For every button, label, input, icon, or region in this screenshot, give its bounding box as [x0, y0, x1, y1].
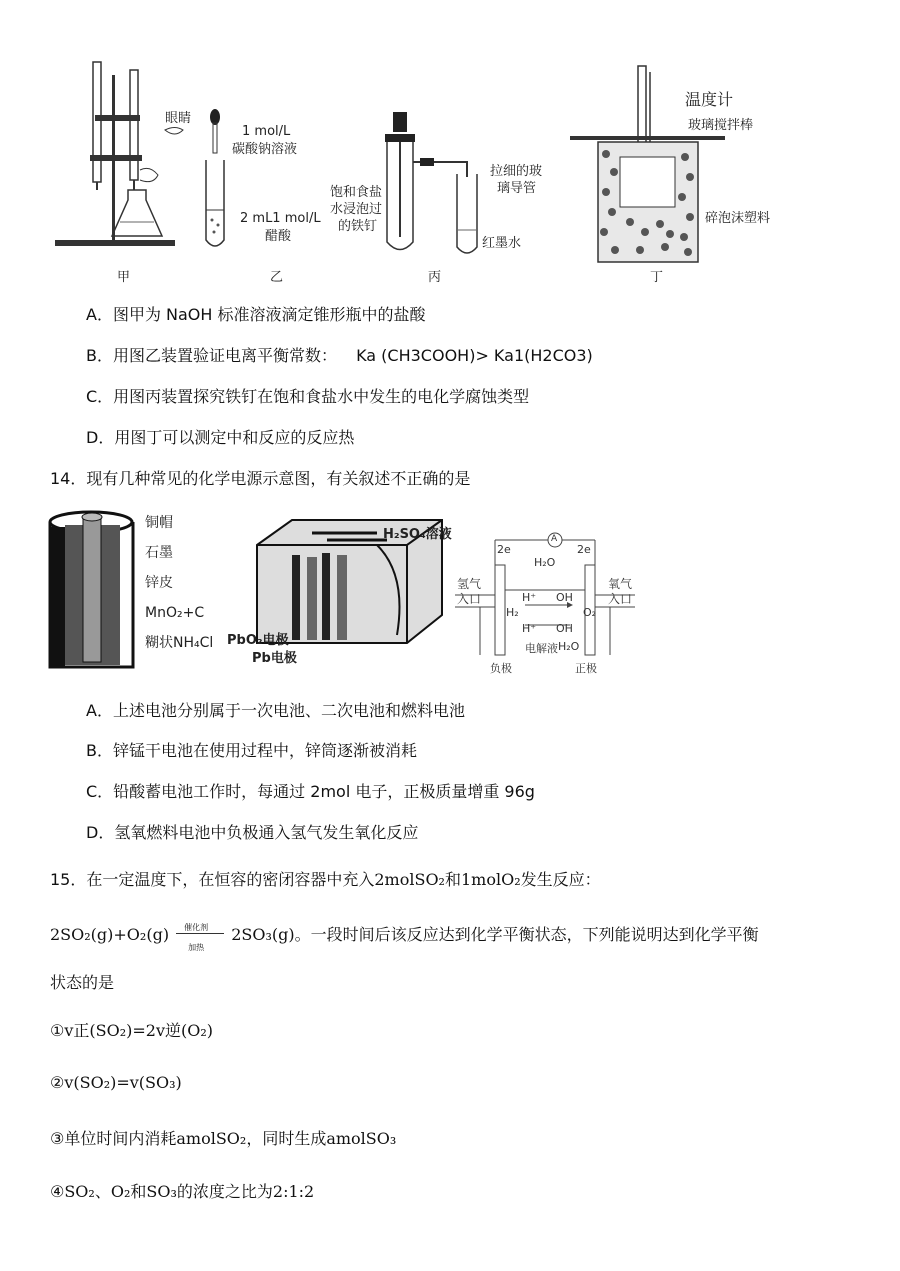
q15-stem-line3: 状态的是 — [50, 973, 115, 992]
q13-option-b-formula: Ka (CH3COOH)> Ka1(H2CO3) — [356, 346, 593, 365]
q15-statement-2: ②v(SO₂)=v(SO₃) — [50, 1073, 182, 1092]
fuel-o2: O₂ — [583, 606, 597, 619]
yi-caption: 乙 — [270, 270, 284, 285]
q14-option-a: A．上述电池分别属于一次电池、二次电池和燃料电池 — [86, 701, 465, 720]
s4-species: SO₂、O₂和SO₃ — [64, 1182, 177, 1201]
fuel-o2-in-2: 入口 — [608, 592, 633, 606]
q14-stem: 14．现有几种常见的化学电源示意图，有关叙述不正确的是 — [50, 469, 471, 488]
reaction-arrow — [174, 922, 226, 952]
fuel-h2-in-1: 氢气 — [457, 577, 482, 591]
catalyst-label: 催化剂 — [184, 922, 209, 932]
q15-stem-o2: 1molO₂ — [460, 870, 521, 889]
bing-right-label-1: 拉细的玻 — [490, 164, 543, 179]
q13-option-c: C．用图丙装置探究铁钉在饱和食盐水中发生的电化学腐蚀类型 — [86, 387, 530, 406]
q13-option-a: A．图甲为 NaOH 标准溶液滴定锥形瓶中的盐酸 — [86, 305, 426, 324]
q14-option-b: B．锌锰干电池在使用过程中，锌筒逐渐被消耗 — [86, 741, 417, 760]
reaction-left: 2SO₂(g)+O₂(g) — [50, 925, 170, 944]
q14-option-c: C．铅酸蓄电池工作时，每通过 2mol 电子，正极质量增重 96g — [86, 782, 535, 801]
ding-caption: 丁 — [650, 270, 664, 285]
q13-option-b-prefix: B．用图乙装置验证电离平衡常数： — [86, 346, 337, 365]
q15-stem-prefix: 15．在一定温度下，在恒容的密闭容器中充入 — [50, 870, 375, 889]
mno2-label: MnO₂+C — [145, 605, 205, 621]
heating-label: 加热 — [188, 942, 205, 952]
fuel-h-plus-1: H⁺ — [522, 591, 537, 604]
fuel-e-right: 2e — [577, 543, 591, 556]
fuel-ammeter: A — [551, 534, 558, 544]
graphite-label: 石墨 — [145, 545, 173, 561]
s4-mid: 的浓度之比为 — [176, 1182, 273, 1201]
fuel-h2: H₂ — [506, 606, 519, 619]
ding-foam-label: 碎泡沫塑料 — [705, 211, 771, 226]
ding-thermo-label: 温度计 — [685, 90, 734, 109]
bing-left-label-2: 水浸泡过 — [330, 202, 383, 217]
q15-stem-and: 和 — [444, 870, 461, 889]
bing-left-label-3: 的铁钉 — [338, 219, 378, 234]
nail-corrosion-diagram — [375, 112, 485, 262]
yi-bottom-label-1: 2 mL1 mol/L — [240, 211, 321, 226]
reaction-suffix: 。一段时间后该反应达到化学平衡状态，下列能说明达到化学平衡 — [294, 925, 759, 944]
h2so4-label: H₂SO₄溶液 — [383, 527, 452, 542]
pb-label: Pb电极 — [252, 651, 297, 666]
nh4cl-label: 糊状NH₄Cl — [145, 635, 214, 651]
fuel-electrolyte: 电解液 — [525, 642, 558, 655]
fuel-h2o-bottom: H₂O — [558, 640, 580, 653]
dry-cell-diagram — [45, 507, 140, 677]
bing-ink-label: 红墨水 — [482, 236, 522, 251]
yi-bottom-label-2: 醋酸 — [265, 229, 292, 244]
jia-caption: 甲 — [117, 270, 131, 285]
s3-a: amolSO₂ — [176, 1129, 247, 1148]
q14-option-d: D．氢氧燃料电池中负极通入氢气发生氧化反应 — [86, 823, 419, 842]
jia-eye-label: 眼睛 — [165, 111, 192, 126]
q13-option-b — [86, 346, 593, 366]
q15-stem — [50, 870, 601, 890]
pbo2-label: PbO₂电极 — [227, 633, 289, 648]
fuel-oh-2: OH — [556, 622, 573, 635]
s4-prefix: ④ — [50, 1182, 65, 1201]
zinc-label: 锌皮 — [145, 575, 173, 591]
fuel-neg: 负极 — [490, 662, 512, 675]
reversible-arrow-icon — [176, 933, 224, 934]
s3-mid: ，同时生成 — [246, 1129, 327, 1148]
reaction-right: 2SO₃(g) — [231, 925, 295, 944]
bing-caption: 丙 — [428, 270, 442, 285]
bing-right-label-2: 璃导管 — [497, 181, 537, 196]
ding-stirrer-label: 玻璃搅拌棒 — [688, 118, 754, 133]
fuel-e-left: 2e — [497, 543, 511, 556]
q13-option-d: D．用图丁可以测定中和反应的反应热 — [86, 428, 355, 447]
fuel-o2-in-1: 氧气 — [608, 577, 633, 591]
dropper-test-tube-diagram — [200, 105, 240, 255]
cap-label: 铜帽 — [145, 515, 173, 531]
fuel-pos: 正极 — [575, 662, 597, 675]
q15-statement-4 — [50, 1182, 314, 1202]
q15-stem-suffix: 发生反应： — [520, 870, 601, 889]
fuel-h2o-top: H₂O — [534, 556, 556, 569]
fuel-h-plus-2: H⁺ — [522, 622, 537, 635]
fuel-h2-in-2: 入口 — [457, 592, 482, 606]
s3-prefix: ③单位时间内消耗 — [50, 1129, 177, 1148]
yi-top-label-1: 1 mol/L — [242, 124, 291, 139]
bing-left-label-1: 饱和食盐 — [330, 185, 383, 200]
q15-statement-1: ①v正(SO₂)=2v逆(O₂) — [50, 1021, 214, 1040]
q15-reaction-line — [50, 922, 759, 952]
s4-ratio: 2:1:2 — [272, 1182, 315, 1201]
fuel-oh-1: OH — [556, 591, 573, 604]
q15-stem-so2: 2molSO₂ — [374, 870, 445, 889]
q15-statement-3 — [50, 1129, 396, 1149]
titration-apparatus-diagram — [50, 60, 190, 255]
yi-top-label-2: 碳酸钠溶液 — [232, 142, 298, 157]
s3-b: amolSO₃ — [326, 1129, 397, 1148]
